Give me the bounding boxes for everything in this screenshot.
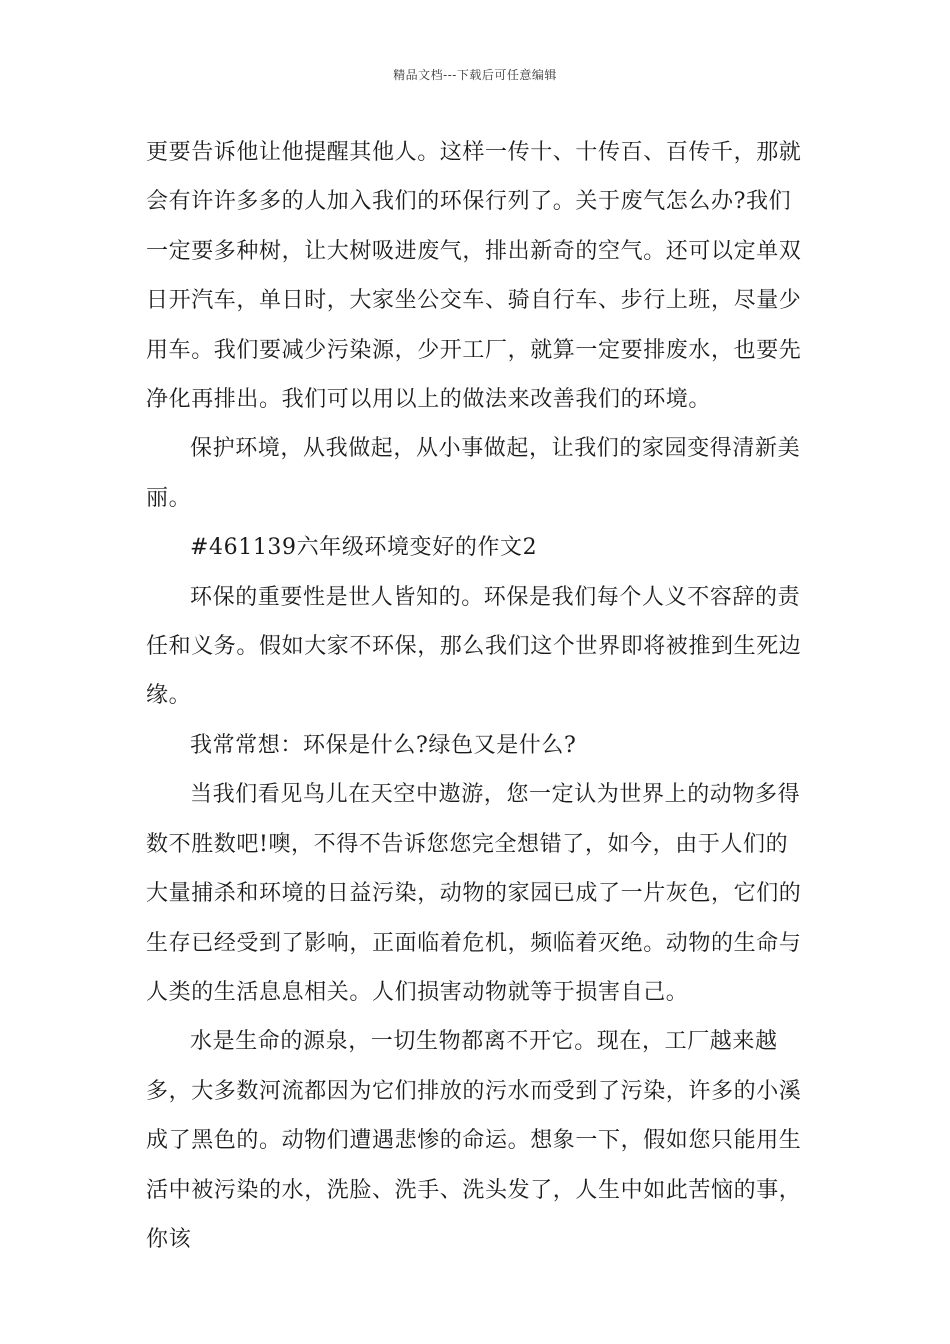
paragraph-animals: 当我们看见鸟儿在天空中遨游，您一定认为世界上的动物多得数不胜数吧!噢，不得不告诉您您完全想错了，如今，由于人们的大量捕杀和环境的日益污染，动物的家园已成了一片灰色，它们的生存已经受到了影响，正面临着危机，频临着灭绝。动物的生命与人类的生活息息相关。人们损害动物就等于损害自己。: [146, 782, 802, 1005]
paragraph-question: 我常常想：环保是什么?绿色又是什么?: [190, 732, 577, 758]
paragraph-conclusion: 保护环境，从我做起，从小事做起，让我们的家园变得清新美丽。: [146, 436, 801, 511]
paragraph-water: 水是生命的源泉，一切生物都离不开它。现在，工厂越来越多，大多数河流都因为它们排放的污水而受到了污染，许多的小溪成了黑色的。动物们遭遇悲惨的命运。想象一下，假如您只能用生活中被污染的水，洗脸、洗手、洗头发了，人生中如此苦恼的事，你该: [146, 1029, 802, 1252]
essay-title: #461139六年级环境变好的作文2: [190, 535, 538, 561]
page-header: 精品文档---下载后可任意编辑: [393, 68, 557, 82]
paragraph-continuation: 更要告诉他让他提醒其他人。这样一传十、十传百、百传千，那就会有许许多多的人加入我们的环保行列了。关于废气怎么办?我们一定要多种树，让大树吸进废气，排出新奇的空气。还可以定单双日开汽车，单日时，大家坐公交车、骑自行车、步行上班，尽量少用车。我们要减少污染源，少开工厂，就算一定要排废水，也要先净化再排出。我们可以用以上的做法来改善我们的环境。: [146, 140, 802, 413]
document-body: [146, 128, 808, 1264]
paragraph-intro: 环保的重要性是世人皆知的。环保是我们每个人义不容辞的责任和义务。假如大家不环保，那么我们这个世界即将被推到生死边缘。: [146, 584, 802, 709]
